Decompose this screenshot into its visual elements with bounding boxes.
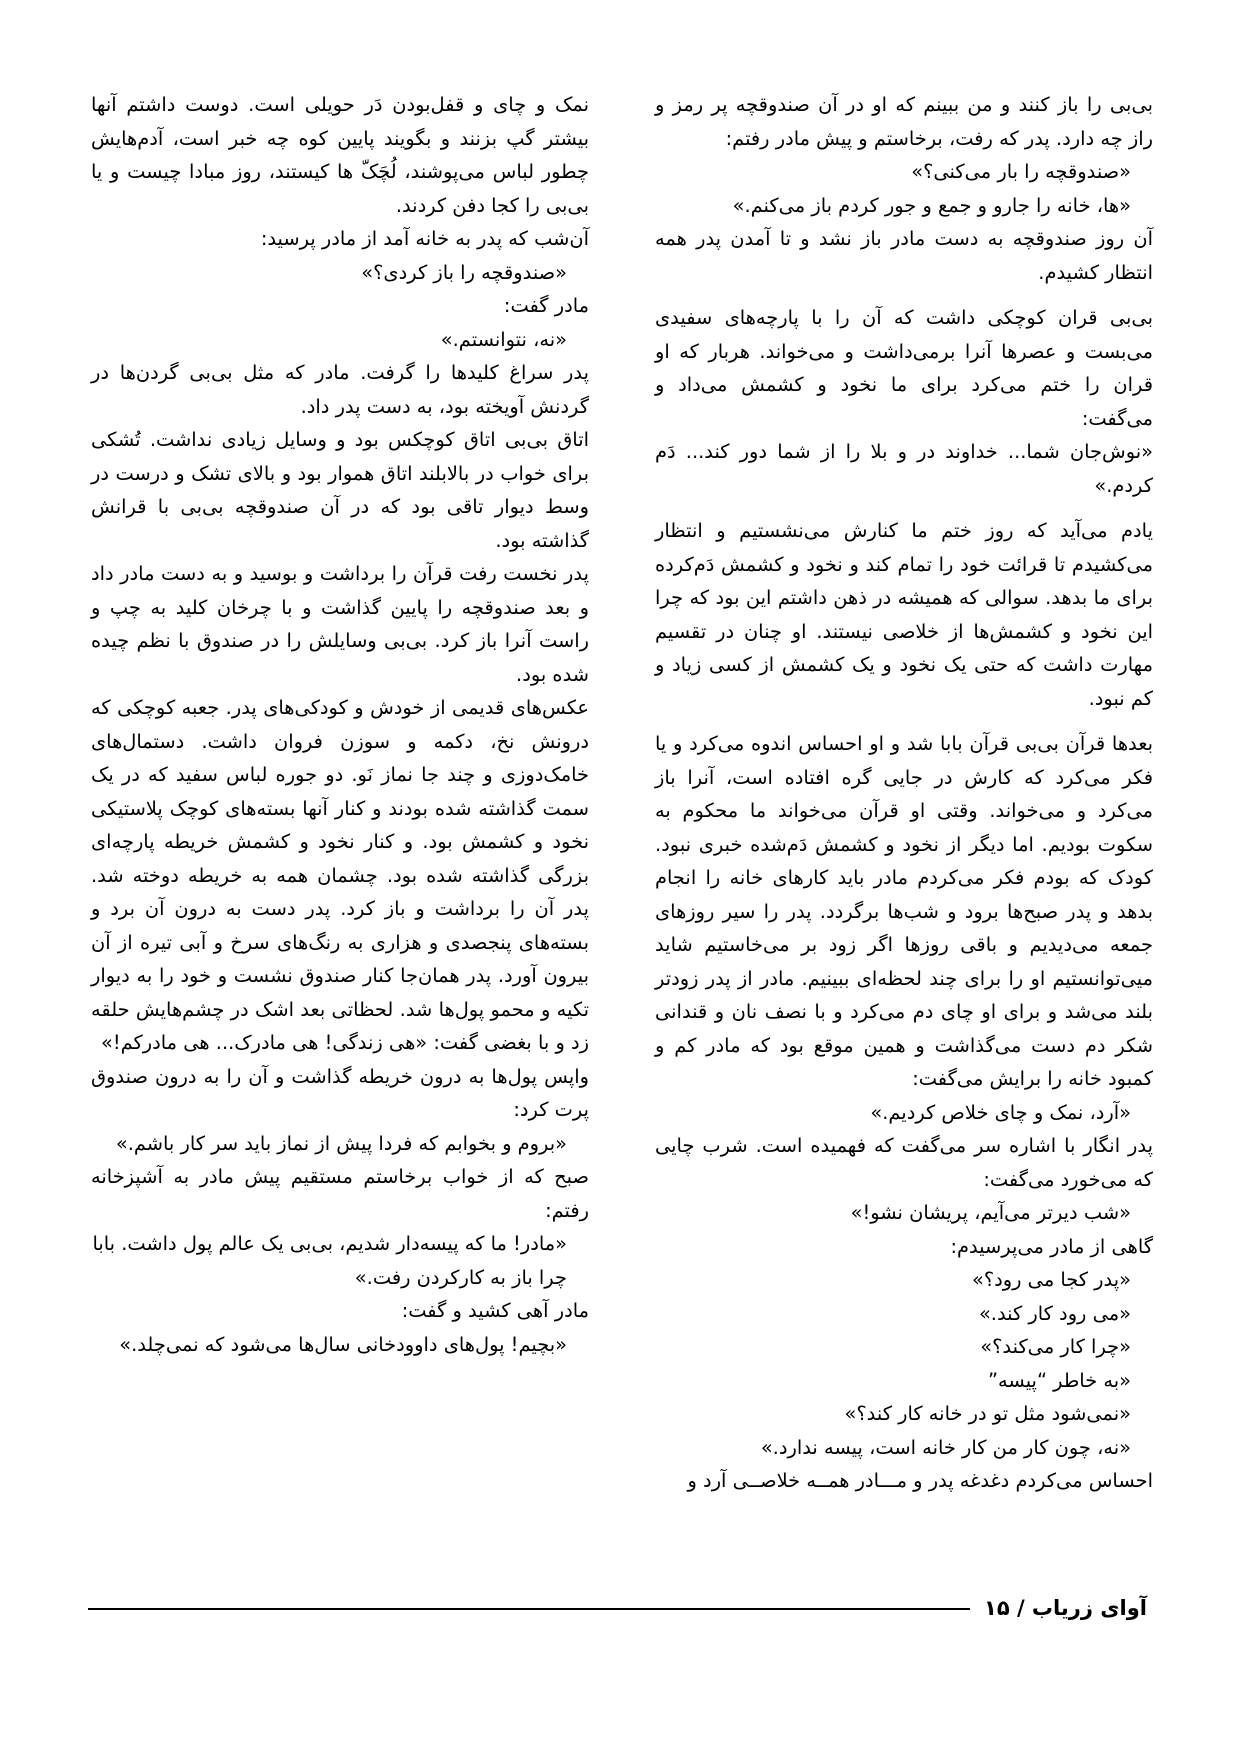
paragraph: اتاق بی‌بی اتاق کوچکس بود و وسایل زیادی نداشت. تُشکی برای خواب در بالابلند اتاق هموار بود و بالای تشک و درست در وسط دیوار تاقی بود که در آن صندوقچه بی‌بی با قرانش گذاشته بود. <box>91 428 589 552</box>
dialogue-line: «می رود کار کند.» <box>978 1301 1131 1325</box>
paragraph: واپس پول‌ها به درون خریطه گذاشت و آن را به درون صندوق پرت کرد: <box>91 1064 589 1121</box>
dialogue-line: «ها، خانه را جارو و جمع و جور کردم باز می‌کنم.» <box>732 193 1131 217</box>
paragraph: آن‌شب که پدر به خانه آمد از مادر پرسید: <box>260 227 589 250</box>
column-right <box>655 88 1153 1498</box>
dialogue-line: «مادر! ما که پیسه‌دار شدیم، بی‌بی یک عالم پول داشت. بابا چرا باز به کارکردن رفت.» <box>92 1232 567 1289</box>
dialogue-line: «نمی‌شود مثل تو در خانه کار کند؟» <box>844 1402 1131 1425</box>
paragraph: احساس می‌کردم دغدغه پدر و مـــادر همــه خلاصــی آرد و <box>687 1469 1153 1492</box>
paragraph: گاهی از مادر می‌پرسیدم: <box>950 1234 1153 1258</box>
page-footer <box>88 1592 1153 1626</box>
paragraph: مادر آهی کشید و گفت: <box>401 1299 589 1322</box>
column-left <box>91 88 589 1361</box>
dialogue-line: «نوش‌جان شما... خداوند در و بلا را از شما دور کند... دَم کردم.» <box>655 440 1153 497</box>
paragraph: پدر نخست رفت قرآن را برداشت و بوسید و به دست مادر داد و بعد صندوقچه را پایین گذاشت و با چرخان کلید به چپ و راست آنرا باز کرد. بی‌بی وسایلش را در صندوق با نظم چیده شده بود. <box>91 562 589 686</box>
dialogue-line: «نه، نتوانستم.» <box>440 327 567 351</box>
dialogue-line: «به خاطر “پیسه” <box>987 1368 1131 1392</box>
paragraph: پدر انگار با اشاره سر می‌گفت که فهمیده است. شرب چایی که می‌خورد می‌گفت: <box>655 1134 1153 1191</box>
dialogue-line: «آرد، نمک و چای خلاص کردیم.» <box>870 1100 1131 1124</box>
dialogue-line: «پدر کجا می رود؟» <box>971 1268 1131 1291</box>
paragraph: آن روز صندوقچه به دست مادر باز نشد و تا آمدن پدر همه انتظار کشیدم. <box>655 227 1153 284</box>
paragraph: پدر سراغ کلیدها را گرفت. مادر که مثل بی‌بی گردن‌ها در گردنش آویخته بود، به دست پدر داد. <box>91 361 589 418</box>
paragraph: بعدها قرآن بی‌بی قرآن بابا شد و او احساس اندوه می‌کرد و یا فکر می‌کرد که کارش در جایی گره افتاده است، آنرا باز می‌کرد و می‌خواند. وقتی او قرآن می‌خواند ما محکوم به سکوت بودیم. اما دیگر از نخود و کشمش دَم‌شده خبری نبود. کودک که بودم فکر می‌کردم مادر باید کارهای خانه را انجام بدهد و پدر صبح‌ها برود و شب‌ها برگردد. پدر را سیر روزهای جمعه می‌دیدیم و باقی روزها اگر زود بر می‌خاستیم شاید میی‌توانستیم او را برای چند لحظه‌ای ببینیم. مادر از پدر زودتر بلند می‌شد و برای او چای دم می‌کرد و با نصف نان و قندانی شکر دم دست می‌گذاشت و همین موقع بود که مادر کم و کمبود خانه را برایش می‌گفت: <box>655 732 1153 1090</box>
paragraph: بی‌بی قران کوچکی داشت که آن را با پارچه‌های سفیدی می‌بست و عصرها آنرا برمی‌داشت و می‌خواند. هربار که او قران را ختم می‌کرد برای ما نخود و کشمش می‌داد و می‌گفت: <box>655 306 1153 430</box>
paragraph: مادر گفت: <box>503 294 589 317</box>
paragraph: عکس‌های قدیمی از خودش و کودکی‌های پدر. جعبه کوچکی که درونش نخ، دکمه و سوزن فروان داشت. دستمال‌های خامک‌دوزی و چند جا نماز نَو. دو جوره لباس سفید که در یک سمت گذاشته شده بودند و کنار آنها بسته‌های کوچک پلاستیکی نخود و کشمش بود. و کنار نخود و کشمش خریطه پارچه‌ای بزرگی گذاشته شده بود. چشمان همه به خریطه دوخته شد. پدر آن را برداشت و باز کرد. پدر دست به درون آن برد و بسته‌های پنجصدی و هزاری به رنگ‌های سرخ و آبی تیره از آن بیرون آورد. پدر همان‌جا کنار صندوق نشست و خود را به دیوار تکیه و محمو پول‌ها شد. لحظاتی بعد اشک در چشم‌هایش حلقه زد و با بغضی گفت: «هی زندگی! هی مادرک... هی مادرکم!» <box>91 696 589 1054</box>
dialogue-line: «شب دیرتر می‌آیم، پریشان نشو!» <box>850 1201 1131 1224</box>
footer-page-label: آوای زریاب / ۱۵ <box>970 1592 1153 1624</box>
paragraph: نمک و چای و قفل‌بودن دَر حویلی است. دوست داشتم آنها بیشتر گپ بزنند و بگویند پایین کوه چه خبر است، آدم‌هایش چطور لباس می‌پوشند، لُچَکّ ها کیستند، روز مبادا چیست و یا بی‌بی را کجا دفن کردند. <box>91 93 589 217</box>
dialogue-line: «بچیم! پول‌های داوودخانی سال‌ها می‌شود که نمی‌چلد.» <box>119 1332 567 1356</box>
dialogue-line: «نه، چون کار من کار خانه است، پیسه ندارد.» <box>760 1435 1131 1459</box>
dialogue-line: «بروم و بخوابم که فردا پیش از نماز باید سر کار باشم.» <box>115 1131 567 1155</box>
dialogue-line: «چرا کار می‌کند؟» <box>980 1335 1131 1358</box>
dialogue-line: «صندوقچه را بار می‌کنی؟» <box>911 160 1131 183</box>
paragraph: صبح که از خواب برخاستم مستقیم پیش مادر به آشپزخانه رفتم: <box>91 1165 589 1222</box>
paragraph: بی‌بی را باز کنند و من ببینم که او در آن صندوقچه پر رمز و راز چه دارد. پدر که رفت، برخاستم و پیش مادر رفتم: <box>655 93 1153 150</box>
two-column-body <box>88 88 1153 1498</box>
dialogue-line: «صندوقچه را باز کردی؟» <box>361 260 567 284</box>
paragraph: یادم می‌آید که روز ختم ما کنارش می‌نشستیم و انتظار می‌کشیدم تا قرائت خود را تمام کند و نخود و کشمش دَم‌کرده برای ما بدهد. سوالی که همیشه در ذهن داشتم این بود که چرا این نخود و کشمش‌ها از خلاصی نیستند. او چنان در تقسیم مهارت داشت که حتی یک نخود و یک کشمش از کسی زیاد و کم نبود. <box>655 519 1153 710</box>
